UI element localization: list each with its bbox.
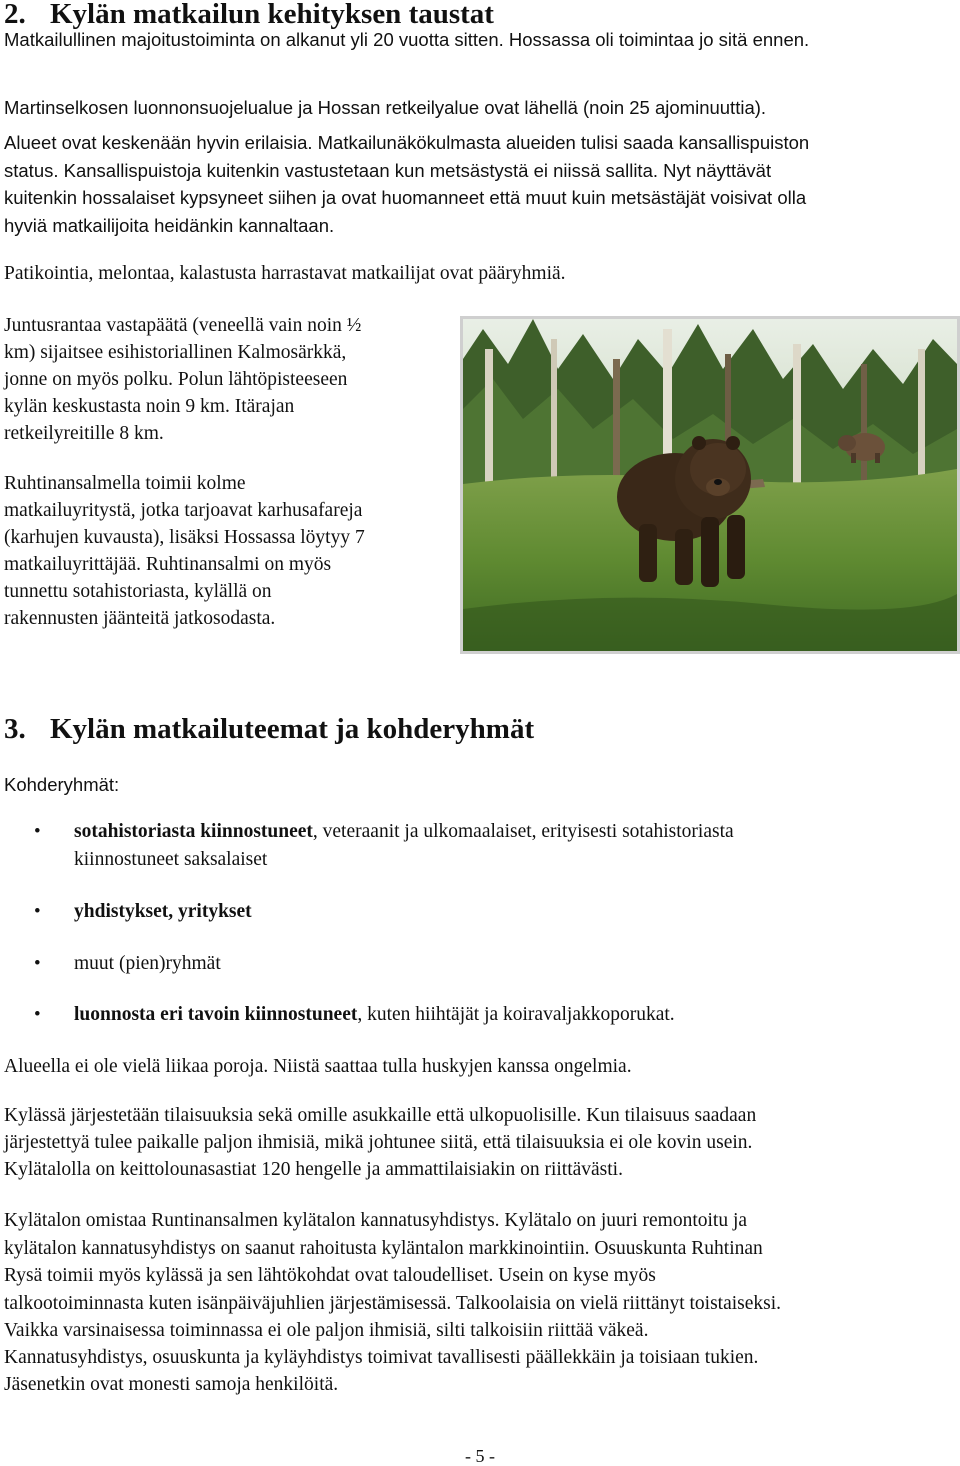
- paragraph-line: kuitenkin hossalaiset kypsyneet siihen ja ovat huomanneet että muut kuin metsästäjät voisivat olla: [4, 187, 807, 208]
- section-number: 2.: [4, 0, 26, 30]
- paragraph-line: Kylätalolla on keittolounasastiat 120 hengelle ja ammattilaisiakin on riittävästi.: [4, 1159, 623, 1180]
- paragraph-line: Rysä toimii myös kylässä ja sen lähtökohdat ovat taloudelliset. Usein on kyse myös: [4, 1265, 656, 1286]
- paragraph-line: tunnettu sotahistoriasta, kylällä on: [4, 581, 272, 602]
- paragraph-line: retkeilyreitille 8 km.: [4, 423, 164, 444]
- page-number: - 5 -: [465, 1446, 495, 1466]
- paragraph-line: Jäsenetkin ovat monesti samoja henkilöitä.: [4, 1374, 339, 1395]
- target-groups-label: Kohderyhmät:: [4, 774, 120, 795]
- bullet-icon: •: [34, 821, 41, 842]
- paragraph-line: talkootoiminnasta kuten isänpäiväjuhlien järjestämisessä. Talkoolaisia on vielä riittänyt toistaiseksi.: [4, 1293, 782, 1314]
- paragraph-line: Martinselkosen luonnonsuojelualue ja Hossan retkeilyalue ovat lähellä (noin 25 ajominuuttia).: [4, 97, 767, 118]
- paragraph-line: (karhujen kuvausta), lisäksi Hossassa löytyy 7: [4, 527, 365, 548]
- section-number: 3.: [4, 713, 26, 745]
- bullet-icon: •: [34, 953, 41, 974]
- paragraph-line: Juntusrantaa vastapäätä (veneellä vain noin ½: [4, 315, 362, 336]
- paragraph-porot: Alueella ei ole vielä liikaa poroja. Niistä saattaa tulla huskyjen kanssa ongelmia.: [4, 1056, 632, 1077]
- paragraph-line: Kylässä järjestetään tilaisuuksia sekä omille asukkaille että ulkopuolisille. Kun tilaisuus saadaan: [4, 1105, 757, 1126]
- section-3-heading: [4, 714, 534, 744]
- list-item-text: , kuten hiihtäjät ja koiravaljakkoporukat.: [357, 1004, 675, 1025]
- paragraph-line: kylän keskustasta noin 9 km. Itärajan: [4, 396, 295, 417]
- bullet-icon: •: [34, 1004, 41, 1025]
- list-item-bold: sotahistoriasta kiinnostuneet: [74, 821, 313, 842]
- paragraph-line: km) sijaitsee esihistoriallinen Kalmosärkkä,: [4, 342, 347, 363]
- list-item-text-cont: kiinnostuneet saksalaiset: [74, 848, 268, 870]
- list-item-text: muut (pien)ryhmät: [74, 953, 221, 974]
- section-title: Kylän matkailuteemat ja kohderyhmät: [50, 713, 535, 745]
- paragraph-line: Alueet ovat keskenään hyvin erilaisia. Matkailunäkökulmasta alueiden tulisi saada kansallispuiston: [4, 132, 810, 153]
- section-2-heading: [4, 0, 494, 29]
- paragraph-line: Kylätalon omistaa Runtinansalmen kylätalon kannatusyhdistys. Kylätalo on juuri remontoitu ja: [4, 1210, 748, 1231]
- paragraph-line: Kannatusyhdistys, osuuskunta ja kyläyhdistys toimivat tavallisesti päällekkäin ja toisiaan tukien.: [4, 1347, 759, 1368]
- section-title: Kylän matkailun kehityksen taustat: [50, 0, 494, 30]
- paragraph-line: rakennusten jäänteitä jatkosodasta.: [4, 608, 276, 629]
- paragraph-majoitus: Matkailullinen majoitustoiminta on alkanut yli 20 vuotta sitten. Hossassa oli toimintaa jo sitä ennen.: [4, 29, 810, 50]
- list-item-bold: yhdistykset, yritykset: [74, 901, 252, 922]
- paragraph-line: Vaikka varsinaisessa toiminnassa ei ole paljon ihmisiä, silti talkoisiin riittää väkeä.: [4, 1320, 649, 1341]
- paragraph-line: matkailuyrittäjää. Ruhtinansalmi on myös: [4, 554, 332, 575]
- list-item-text: , veteraanit ja ulkomaalaiset, erityisesti sotahistoriasta: [312, 821, 734, 842]
- paragraph-line: status. Kansallispuistoja kuitenkin vastustetaan kun metsästystä ei niissä sallita. Nyt näyttävät: [4, 160, 772, 181]
- bears-in-forest-photo: [460, 316, 960, 654]
- paragraph-line: jonne on myös polku. Polun lähtöpisteeseen: [4, 369, 348, 390]
- paragraph-paaryhmat: Patikointia, melontaa, kalastusta harrastavat matkailijat ovat pääryhmiä.: [4, 263, 566, 284]
- bullet-icon: •: [34, 901, 41, 922]
- list-item-bold: luonnosta eri tavoin kiinnostuneet: [74, 1004, 358, 1025]
- paragraph-line: kylätalon kannatusyhdistys on saanut rahoitusta kyläntalon markkinointiin. Osuuskunta Ruhtinan: [4, 1238, 763, 1259]
- paragraph-line: hyviä matkailijoita heidänkin kannaltaan.: [4, 215, 335, 236]
- paragraph-line: Ruhtinansalmella toimii kolme: [4, 473, 246, 494]
- paragraph-line: matkailuyritystä, jotka tarjoavat karhusafareja: [4, 500, 363, 521]
- bears-photo-drawing: [463, 319, 957, 651]
- paragraph-line: järjestettyä tulee paikalle paljon ihmisiä, mikä johtunee siitä, että tilaisuuksia ei ole kovin usein.: [4, 1132, 753, 1153]
